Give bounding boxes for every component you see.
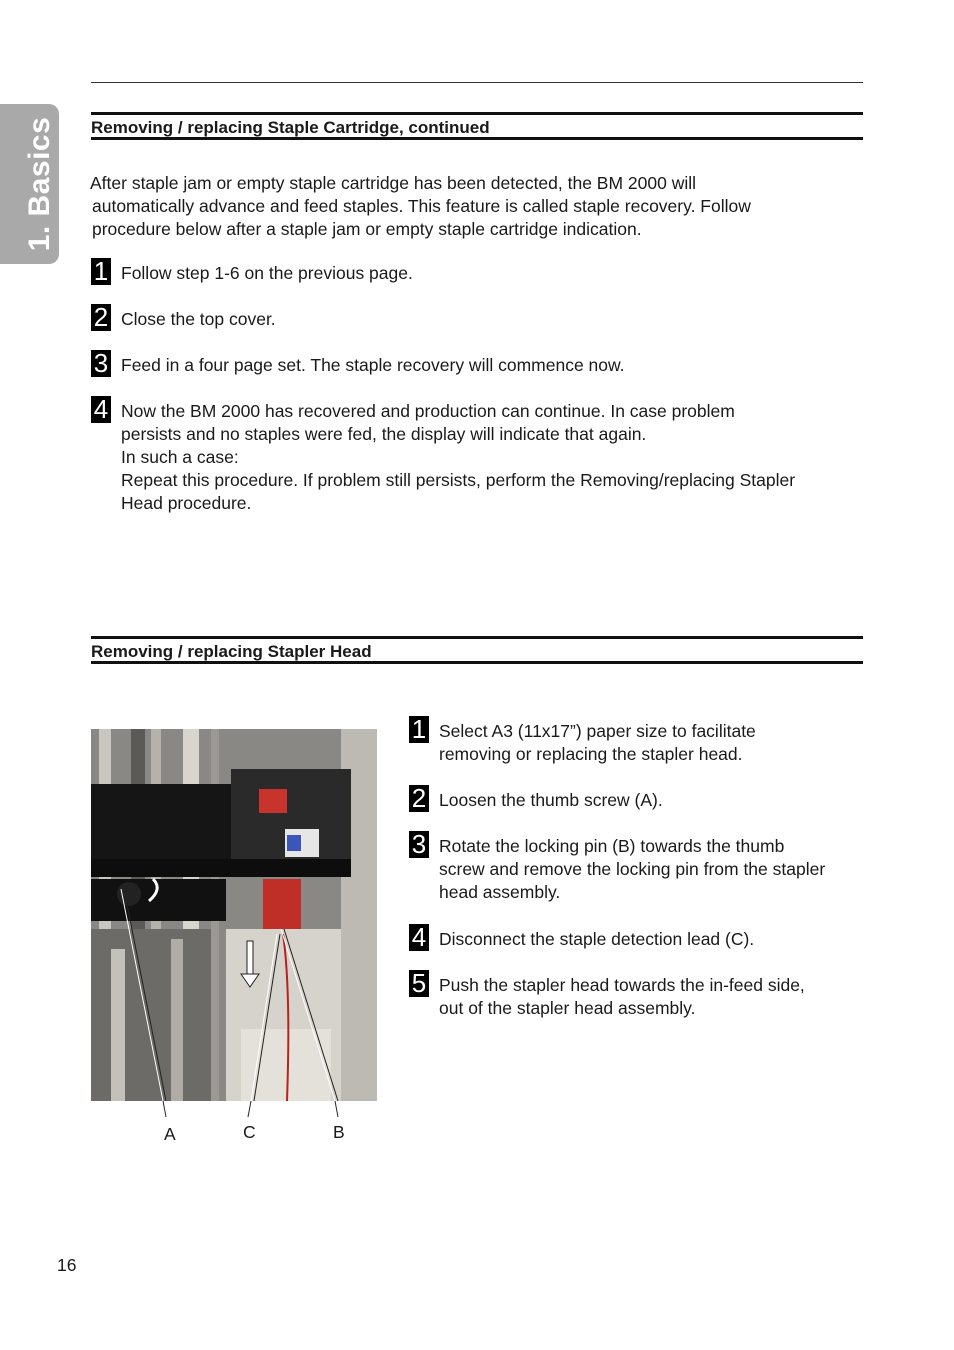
callout-lines-below-photo [91, 1101, 377, 1121]
step-number-badge: 3 [409, 831, 429, 858]
step-text: Push the stapler head towards the in-feed side, [439, 975, 805, 995]
step-number-badge: 5 [409, 970, 429, 997]
step-text: persists and no staples were fed, the display will indicate that again. [121, 424, 647, 444]
chapter-tab-label: 1. Basics [23, 116, 56, 252]
step-text: removing or replacing the stapler head. [439, 744, 743, 764]
section-heading-stapler-head [91, 636, 863, 664]
step-text: Loosen the thumb screw (A). [439, 790, 663, 810]
step-text: Follow step 1-6 on the previous page. [121, 263, 413, 283]
step-number-badge: 1 [409, 716, 429, 743]
step-text: Close the top cover. [121, 309, 276, 329]
step-number-badge: 4 [91, 396, 111, 423]
callout-label-c: C [243, 1122, 256, 1142]
step-text: Rotate the locking pin (B) towards the thumb [439, 836, 785, 856]
page-number: 16 [57, 1255, 77, 1275]
callout-label-a: A [164, 1124, 176, 1144]
step-text: Now the BM 2000 has recovered and production can continue. In case problem [121, 401, 735, 421]
step-number-badge: 1 [91, 258, 111, 285]
step-number-badge: 4 [409, 924, 429, 951]
step-text: Disconnect the staple detection lead (C). [439, 929, 755, 949]
step-number-badge: 2 [91, 304, 111, 331]
step-text: In such a case: [121, 447, 239, 467]
step-text: head assembly. [439, 882, 561, 902]
section-heading-text: Removing / replacing Stapler Head [91, 642, 372, 661]
intro-line: automatically advance and feed staples. This feature is called staple recovery. Follow [92, 196, 751, 216]
intro-paragraph [90, 172, 830, 241]
intro-line: procedure below after a staple jam or empty staple cartridge indication. [92, 219, 642, 239]
header-rule [91, 82, 863, 83]
callout-label-b: B [333, 1122, 345, 1142]
step-text: Select A3 (11x17”) paper size to facilitate [439, 721, 756, 741]
step-text: Repeat this procedure. If problem still persists, perform the Removing/replacing Stapler [121, 470, 796, 490]
section-heading-staple-cartridge [91, 112, 863, 140]
intro-line: After staple jam or empty staple cartridge has been detected, the BM 2000 will [90, 173, 697, 193]
step-text: Feed in a four page set. The staple recovery will commence now. [121, 355, 625, 375]
step-number-badge: 2 [409, 785, 429, 812]
step-text: screw and remove the locking pin from the stapler [439, 859, 826, 879]
step-text: Head procedure. [121, 493, 252, 513]
step-text: out of the stapler head assembly. [439, 998, 696, 1018]
step-number-badge: 3 [91, 350, 111, 377]
stapler-head-photo [91, 729, 377, 1101]
section-heading-text: Removing / replacing Staple Cartridge, continued [91, 118, 490, 137]
